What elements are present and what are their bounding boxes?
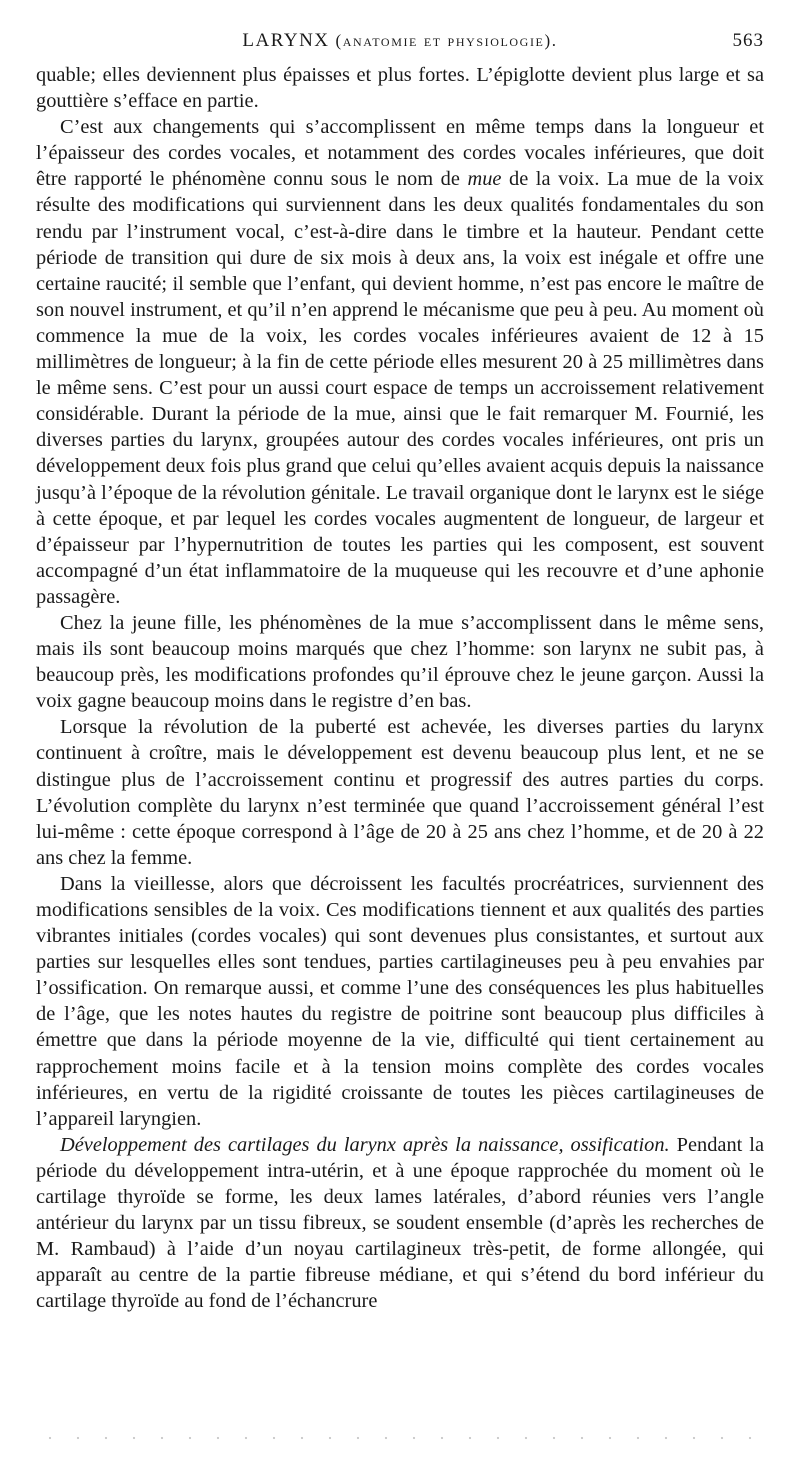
text-segment: Chez la jeune fille, les phénomènes de la mue s’accomplissent dans le même sens, mais ils sont beaucoup moins marqués que chez l’homme: son larynx ne subit pas, à beaucoup près, les modifications profondes qu’il éprouve chez le jeune garçon. Aussi la voix gagne beaucoup moins dans le registre d’en bas. xyxy=(36,611,764,713)
text-segment: quable; elles deviennent plus épaisses et plus fortes. L’épiglotte devient plus large et sa gouttière s’efface en partie. xyxy=(36,64,764,113)
running-title-subtitle: (anatomie et physiologie). xyxy=(335,31,558,50)
text-segment: Lorsque la révolution de la puberté est achevée, les diverses parties du larynx continuent à croître, mais le développement est devenu beaucoup plus lent, et ne se distingue plus de l’accroissement continu et progressif des autres parties du corps. L’évolution complète du larynx n’est terminée que quand l’accroissement général l’est lui-même : cette époque correspond à l’âge de 20 à 25 ans chez l’homme, et de 20 à 22 ans chez la femme. xyxy=(36,716,764,869)
book-page xyxy=(36,0,764,1313)
running-header xyxy=(36,0,764,56)
paragraph xyxy=(36,871,764,1132)
text-segment: Pendant la période du développement intra-utérin, et à une époque rapprochée du moment où le cartilage thyroïde se forme, les deux lames latérales, d’abord réunies vers l’angle antérieur du larynx par un tissu fibreux, se soudent ensemble (d’après les recherches de M. Rambaud) à l’aide d’un noyau cartilagineux très-petit, de forme allongée, qui apparaît au centre de la partie fibreuse médiane, et qui s’étend du bord inférieur du cartilage thyroïde au fond de l’échancrure xyxy=(36,1133,764,1313)
paragraph xyxy=(36,62,764,114)
text-segment: C’est aux changements qui s’accomplissent en même temps dans la longueur et l’épaisseur des cordes vocales, et notamment des cordes vocales inférieures, que doit être rapporté le phénomène connu sous le nom de xyxy=(36,116,764,191)
italic-text-segment: Développement des cartilages du larynx après la naissance, ossification. xyxy=(60,1133,670,1156)
paragraph xyxy=(36,114,764,610)
page-number: 563 xyxy=(732,30,764,51)
text-segment: de la voix. La mue de la voix résulte des modifications qui surviennent dans les deux qualités fondamentales du son rendu par l’instrument vocal, c’est-à-dire dans le timbre et la hauteur. Pendant cette période de transition qui dure de six mois à deux ans, la voix est inégale et offre une certaine raucité; il semble que l’enfant, qui devient homme, n’est pas encore le maître de son nouvel instrument, et qu’il n’en apprend le mécanisme que peu à peu. Au moment où commence la mue de la voix, les cordes vocales inférieures avaient de 12 à 15 millimètres de longueur; à la fin de cette période elles mesurent 20 à 25 millimètres dans le même sens. C’est pour un aussi court espace de temps un accroissement relativement considérable. Durant la période de la mue, ainsi que le fait remarquer M. Fournié, les diverses parties du larynx, groupées autour des cordes vocales inférieures, ont pris un développement deux fois plus grand que celui qu’elles avaient acquis depuis la naissance jusqu’à l’époque de la révolution génitale. Le travail organique dont le larynx est le siége à cette époque, et par lequel les cordes vocales augmentent de longueur, de largeur et d’épaisseur par l’hypernutrition de toutes les parties qui les composent, est souvent accompagné d’un état inflammatoire de la muqueuse qui les recouvre et d’une aphonie passagère. xyxy=(36,168,764,608)
running-title-main: LARYNX xyxy=(242,30,330,51)
paragraph xyxy=(36,714,764,871)
paragraph xyxy=(36,1132,764,1315)
body-text xyxy=(36,62,764,1315)
running-title xyxy=(36,30,764,52)
italic-text-segment: mue xyxy=(467,168,502,191)
text-segment: Dans la vieillesse, alors que décroissent les facultés procréatrices, surviennent des modifications sensibles de la voix. Ces modifications tiennent et aux qualités des parties vibrantes initiales (cordes vocales) qui sont devenues plus consistantes, et surtout aux parties sur lesquelles elles sont tendues, parties cartilagineuses peu à peu envahies par l’ossification. On remarque aussi, et comme l’une des conséquences les plus habituelles de l’âge, que les notes hautes du registre de poitrine sont beaucoup plus difficiles à émettre que dans la période moyenne de la vie, difficulté qui tient certainement au rapprochement moins facile et à la tension moins complète des cordes vocales inférieures, en vertu de la rigidité croissante de toutes les pièces cartilagineuses de l’appareil laryngien. xyxy=(36,872,764,1130)
scan-artifact-dots xyxy=(36,1436,764,1440)
paragraph xyxy=(36,610,764,714)
